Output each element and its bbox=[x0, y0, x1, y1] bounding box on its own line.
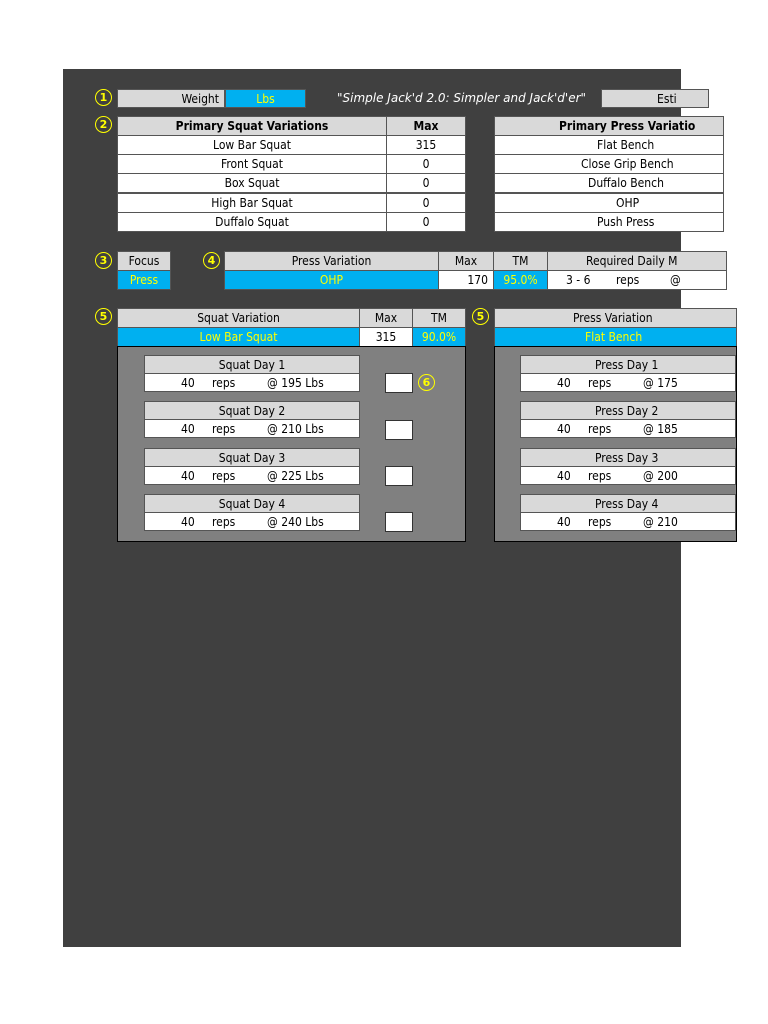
press-day-reps: 40 bbox=[557, 422, 571, 436]
press-variation-header: Press Variation bbox=[224, 251, 439, 271]
press-max-value: 170 bbox=[438, 270, 494, 290]
squat-variation-header: Squat Variation bbox=[117, 308, 360, 328]
press-day-load: @ 210 bbox=[643, 515, 678, 529]
press-variation-name: Flat Bench bbox=[494, 135, 724, 155]
squat-day-checkbox[interactable] bbox=[385, 420, 413, 440]
squat-variation-max[interactable]: 0 bbox=[386, 173, 466, 193]
press-day-title: Press Day 2 bbox=[520, 401, 736, 420]
squat-day-title: Squat Day 2 bbox=[144, 401, 360, 420]
press-day-reps: 40 bbox=[557, 469, 571, 483]
press-block-variation-select[interactable]: Flat Bench bbox=[494, 327, 737, 347]
press-day-row bbox=[520, 466, 736, 485]
press-day-title: Press Day 1 bbox=[520, 355, 736, 374]
press-variation-select[interactable]: OHP bbox=[224, 270, 439, 290]
squat-max-value: 315 bbox=[359, 327, 413, 347]
estimate-header: Esti bbox=[601, 89, 709, 108]
press-day-load: @ 185 bbox=[643, 422, 678, 436]
press-day-row bbox=[520, 419, 736, 438]
press-day-title: Press Day 4 bbox=[520, 494, 736, 513]
squat-day-reps: 40 bbox=[181, 469, 195, 483]
squat-variation-name: High Bar Squat bbox=[117, 193, 387, 213]
squat-day-reps-word: reps bbox=[212, 422, 236, 436]
squat-variation-name: Duffalo Squat bbox=[117, 212, 387, 232]
squat-day-title: Squat Day 1 bbox=[144, 355, 360, 374]
step-marker-5: 5 bbox=[95, 308, 112, 325]
squat-variation-max[interactable]: 315 bbox=[386, 135, 466, 155]
press-day-reps: 40 bbox=[557, 515, 571, 529]
step-marker-2: 2 bbox=[95, 116, 112, 133]
squat-tm-header: TM bbox=[412, 308, 466, 328]
press-day-reps: 40 bbox=[557, 376, 571, 390]
press-variation-name: Push Press bbox=[494, 212, 724, 232]
press-day-title: Press Day 3 bbox=[520, 448, 736, 467]
step-marker-5-press: 5 bbox=[472, 308, 489, 325]
press-day-load: @ 175 bbox=[643, 376, 678, 390]
squat-variation-max[interactable]: 0 bbox=[386, 154, 466, 174]
press-day-row bbox=[520, 512, 736, 531]
squat-tm-value[interactable]: 90.0% bbox=[412, 327, 466, 347]
press-day-reps-word: reps bbox=[588, 469, 612, 483]
weight-label: Weight bbox=[117, 89, 225, 108]
press-variation-name: OHP bbox=[494, 193, 724, 213]
squat-day-title: Squat Day 4 bbox=[144, 494, 360, 513]
squat-day-row bbox=[144, 373, 360, 392]
squat-day-reps: 40 bbox=[181, 422, 195, 436]
required-daily-header: Required Daily M bbox=[547, 251, 727, 271]
squat-variation-name: Front Squat bbox=[117, 154, 387, 174]
required-daily-row bbox=[547, 270, 727, 290]
step-marker-3: 3 bbox=[95, 252, 112, 269]
squat-max-col-header: Max bbox=[359, 308, 413, 328]
press-max-header: Max bbox=[438, 251, 494, 271]
press-variation-name: Close Grip Bench bbox=[494, 154, 724, 174]
squat-variation-select[interactable]: Low Bar Squat bbox=[117, 327, 360, 347]
press-block-variation-header: Press Variation bbox=[494, 308, 737, 328]
focus-select[interactable]: Press bbox=[117, 270, 171, 290]
squat-day-title: Squat Day 3 bbox=[144, 448, 360, 467]
press-variation-name: Duffalo Bench bbox=[494, 173, 724, 193]
press-variations-header: Primary Press Variatio bbox=[494, 116, 724, 136]
press-day-reps-word: reps bbox=[588, 376, 612, 390]
squat-day-checkbox[interactable] bbox=[385, 373, 413, 393]
squat-variation-name: Box Squat bbox=[117, 173, 387, 193]
squat-day-load: @ 195 Lbs bbox=[267, 376, 324, 390]
squat-day-reps: 40 bbox=[181, 376, 195, 390]
squat-day-reps-word: reps bbox=[212, 376, 236, 390]
squat-day-reps-word: reps bbox=[212, 469, 236, 483]
squat-day-row bbox=[144, 512, 360, 531]
press-day-reps-word: reps bbox=[588, 422, 612, 436]
focus-label: Focus bbox=[117, 251, 171, 271]
press-tm-value[interactable]: 95.0% bbox=[493, 270, 548, 290]
squat-day-checkbox[interactable] bbox=[385, 512, 413, 532]
squat-day-load: @ 240 Lbs bbox=[267, 515, 324, 529]
squat-day-reps-word: reps bbox=[212, 515, 236, 529]
squat-day-load: @ 210 Lbs bbox=[267, 422, 324, 436]
at-symbol: @ bbox=[670, 273, 681, 287]
reps-word: reps bbox=[616, 273, 640, 287]
squat-variation-max[interactable]: 0 bbox=[386, 212, 466, 232]
press-tm-header: TM bbox=[493, 251, 548, 271]
reps-range: 3 - 6 bbox=[566, 273, 591, 287]
press-day-reps-word: reps bbox=[588, 515, 612, 529]
squat-variation-max[interactable]: 0 bbox=[386, 193, 466, 213]
squat-day-reps: 40 bbox=[181, 515, 195, 529]
press-day-row bbox=[520, 373, 736, 392]
spreadsheet-area bbox=[63, 69, 696, 947]
squat-day-load: @ 225 Lbs bbox=[267, 469, 324, 483]
step-marker-4: 4 bbox=[203, 252, 220, 269]
squat-variations-header: Primary Squat Variations bbox=[117, 116, 387, 136]
squat-day-row bbox=[144, 466, 360, 485]
squat-day-row bbox=[144, 419, 360, 438]
step-marker-1: 1 bbox=[95, 89, 112, 106]
sheet-title-quote: "Simple Jack'd 2.0: Simpler and Jack'd'er" bbox=[337, 91, 587, 105]
unit-select[interactable]: Lbs bbox=[225, 89, 306, 108]
press-day-load: @ 200 bbox=[643, 469, 678, 483]
step-marker-6: 6 bbox=[418, 374, 435, 391]
squat-day-checkbox[interactable] bbox=[385, 466, 413, 486]
squat-max-header: Max bbox=[386, 116, 466, 136]
squat-variation-name: Low Bar Squat bbox=[117, 135, 387, 155]
